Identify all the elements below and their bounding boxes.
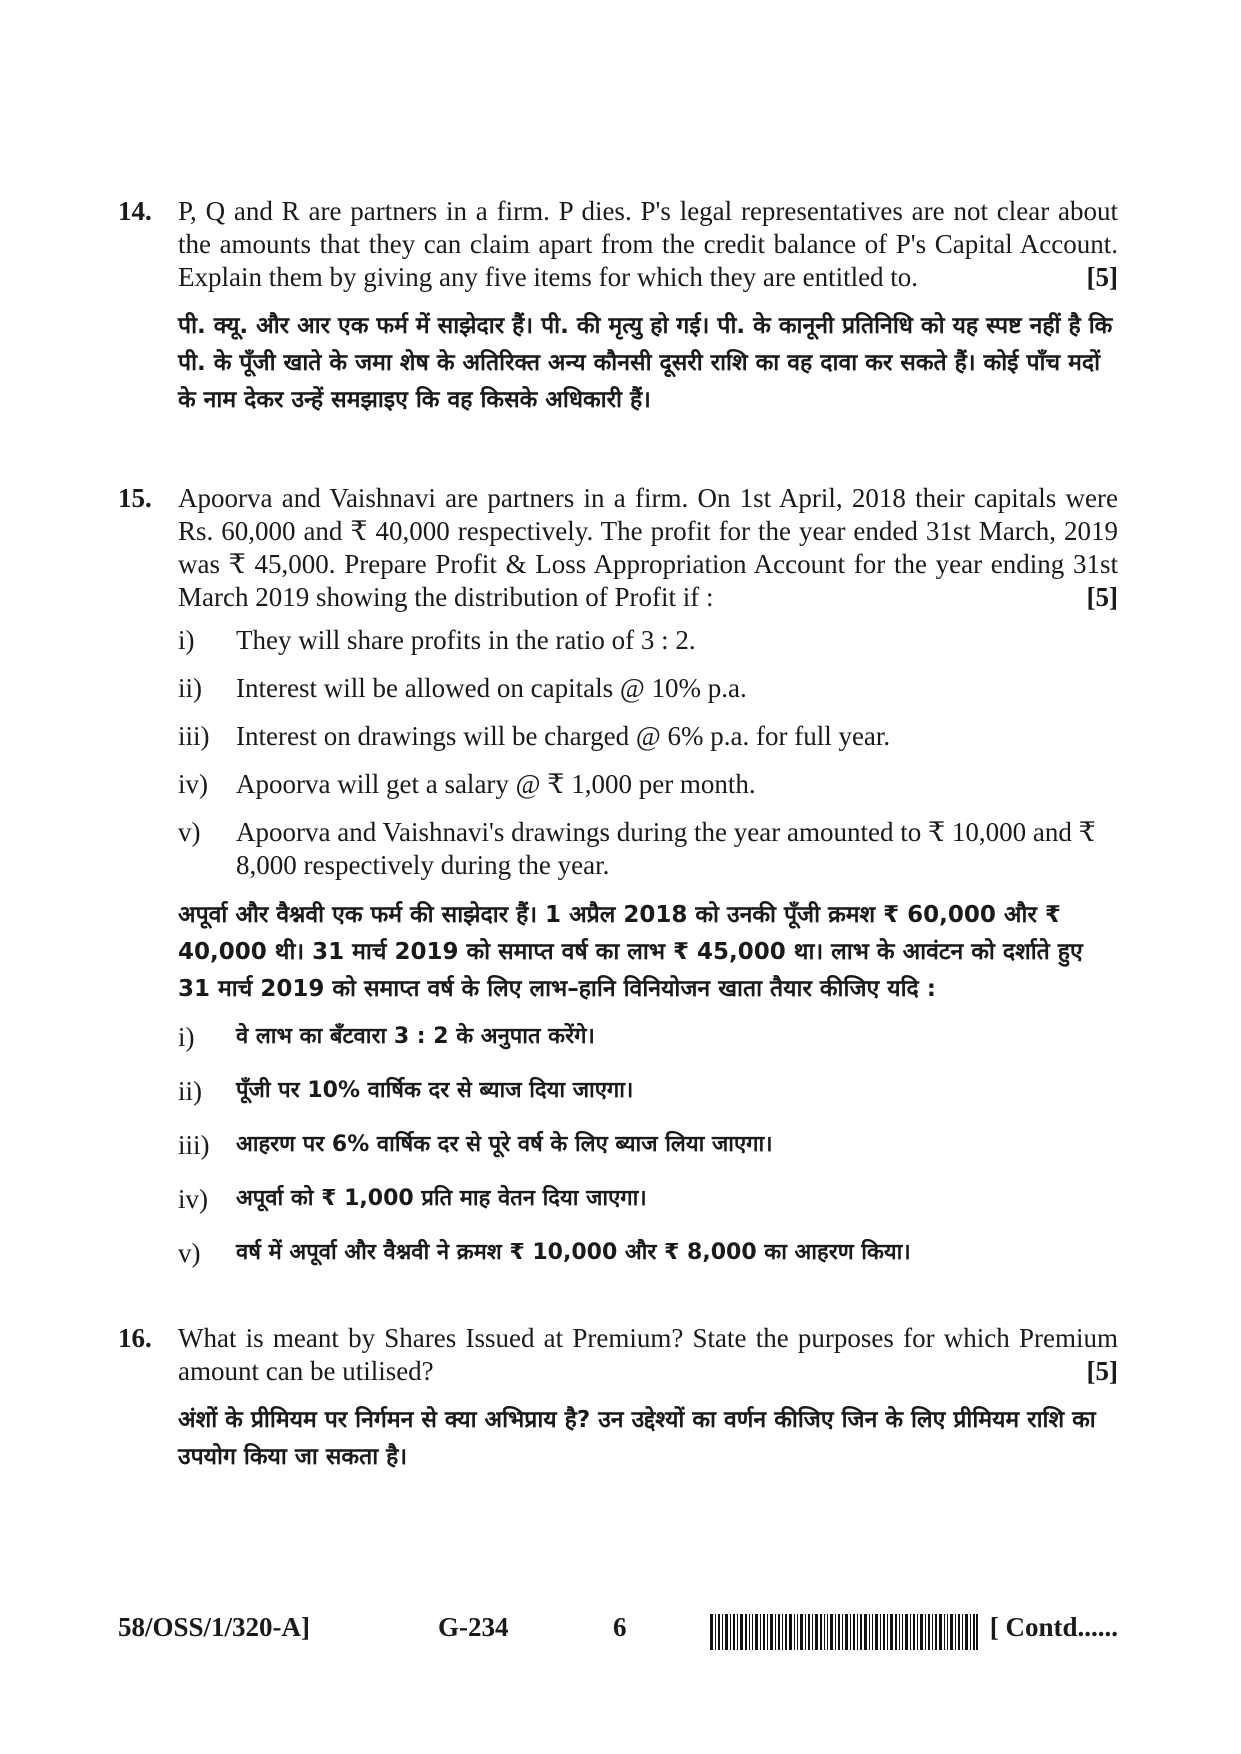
list-item: v) Apoorva and Vaishnavi's drawings during the year amounted to ₹ 10,000 and ₹ 8,000 respectively during the year.	[178, 817, 1096, 880]
question-text-english: What is meant by Shares Issued at Premium? State the purposes for which Premium amount can be utilised? [5]	[178, 1323, 1118, 1386]
page-number: 6	[613, 1612, 627, 1642]
question-text-english: Apoorva and Vaishnavi are partners in a firm. On 1st April, 2018 their capitals were Rs. 60,000 and ₹ 40,000 respectively. The profit for the year ended 31st March, 2019 was ₹ 45,000. Prepare Profit & Loss Appropriation Account for the year ending 31st March 2019 showing the distribution of Profit if : [5]	[178, 483, 1118, 612]
barcode-icon	[710, 1614, 978, 1650]
question-number: 16.	[118, 1323, 152, 1353]
question-16	[118, 1322, 1118, 1476]
list-item: iii) आहरण पर 6% वार्षिक दर से पूरे वर्ष के लिए ब्याज लिया जाएगा।	[178, 1130, 773, 1160]
list-item: ii) Interest will be allowed on capitals @ 10% p.a.	[178, 673, 747, 703]
paper-code: 58/OSS/1/320-A]	[118, 1612, 311, 1642]
list-item: v) वर्ष में अपूर्वा और वैश्नवी ने क्रमश ₹ 10,000 और ₹ 8,000 का आहरण किया।	[178, 1238, 911, 1268]
list-item: iv) Apoorva will get a salary @ ₹ 1,000 per month.	[178, 769, 756, 799]
conditions-list-english	[178, 624, 1118, 882]
conditions-list-hindi	[178, 1018, 1118, 1272]
question-text-hindi: अपूर्वा और वैश्नवी एक फर्म की साझेदार हैं। 1 अप्रैल 2018 को उनकी पूँजी क्रमश ₹ 60,000 और ₹ 40,000 थी। 31 मार्च 2019 को समाप्त वर्ष का लाभ ₹ 45,000 था। लाभ के आवंटन को दर्शाते हुए 31 मार्च 2019 को समाप्त वर्ष के लिए लाभ–हानि विनियोजन खाता तैयार कीजिए यदि :	[178, 902, 1083, 1002]
list-item: iv) अपूर्वा को ₹ 1,000 प्रति माह वेतन दिया जाएगा।	[178, 1184, 647, 1214]
marks: [5]	[1086, 582, 1118, 612]
series-code: G-234	[438, 1612, 509, 1642]
question-text-hindi: अंशों के प्रीमियम पर निर्गमन से क्या अभिप्राय है? उन उद्देश्यों का वर्णन कीजिए जिन के लिए प्रीमियम राशि का उपयोग किया जा सकता है।	[178, 1407, 1096, 1470]
question-text-hindi: पी. क्यू. और आर एक फर्म में साझेदार हैं। पी. की मृत्यु हो गई। पी. के कानूनी प्रतिनिधि को यह स्पष्ट नहीं है कि पी. के पूँजी खाते के जमा शेष के अतिरिक्त अन्य कौनसी दूसरी राशि का वह दावा कर सकते हैं। कोई पाँच मदों के नाम देकर उन्हें समझाइए कि वह किसके अधिकारी हैं।	[178, 313, 1113, 413]
question-number: 14.	[118, 196, 152, 226]
continued-label: [ Contd......	[989, 1612, 1118, 1642]
list-item: i) They will share profits in the ratio of 3 : 2.	[178, 625, 696, 655]
question-text-english: P, Q and R are partners in a firm. P dies. P's legal representatives are not clear about the amounts that they can claim apart from the credit balance of P's Capital Account. Explain them by giving any five items for which they are entitled to. [5]	[178, 196, 1118, 292]
question-number: 15.	[118, 483, 152, 513]
list-item: ii) पूँजी पर 10% वार्षिक दर से ब्याज दिया जाएगा।	[178, 1076, 634, 1106]
list-item: i) वे लाभ का बँटवारा 3 : 2 के अनुपात करेंगे।	[178, 1022, 595, 1052]
question-14	[118, 195, 1118, 419]
marks: [5]	[1086, 262, 1118, 292]
marks: [5]	[1086, 1356, 1118, 1386]
page-footer	[118, 1612, 1118, 1652]
list-item: iii) Interest on drawings will be charged @ 6% p.a. for full year.	[178, 721, 891, 751]
question-15	[118, 482, 1118, 1288]
